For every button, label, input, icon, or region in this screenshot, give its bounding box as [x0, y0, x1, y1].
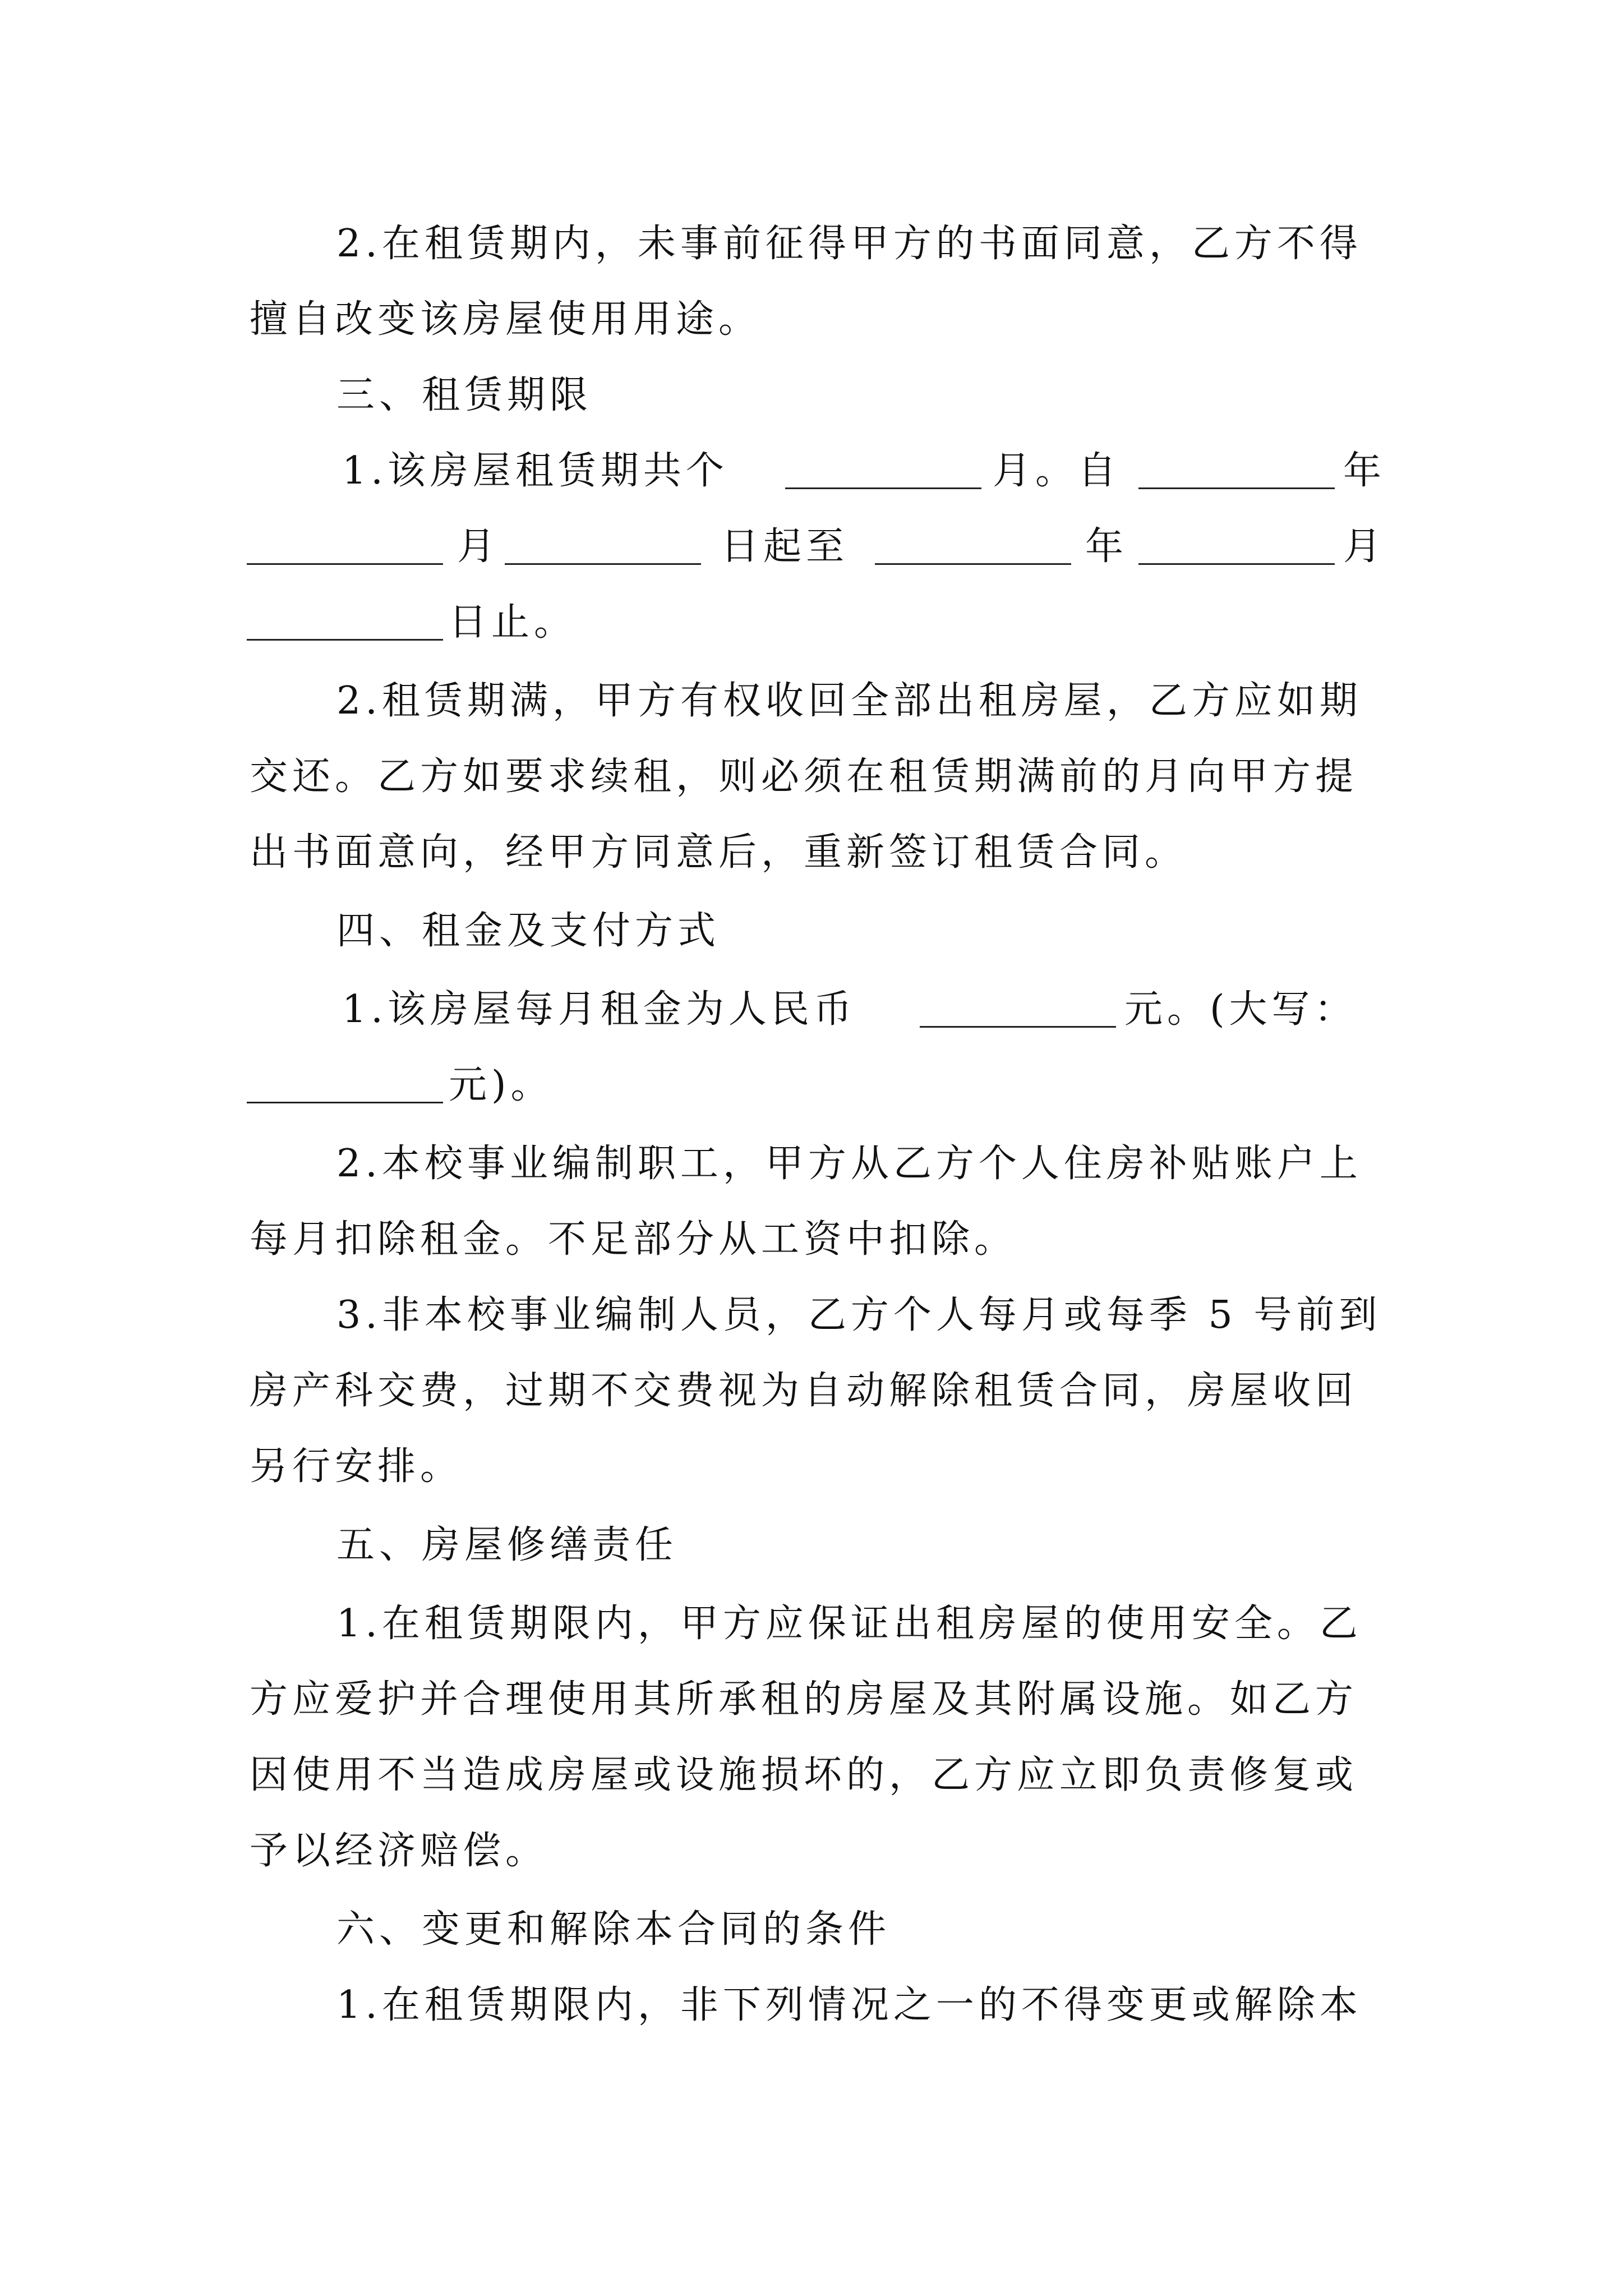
fill-in-blank[interactable]: [247, 1102, 443, 1103]
fill-in-blank[interactable]: [1138, 487, 1335, 489]
paragraph-text: 2.本校事业编制职工，甲方从乙方个人住房补贴账户上: [336, 1142, 1362, 1186]
heading-text: 三、租赁期限: [336, 373, 593, 417]
heading-text: 四、租金及支付方式: [336, 909, 721, 953]
paragraph-text: 因使用不当造成房屋或设施损坏的，乙方应立即负责修复或: [250, 1753, 1358, 1797]
section-heading: [0, 900, 1623, 962]
text-line: [0, 1745, 1623, 1806]
text-line: [0, 1055, 1623, 1116]
text-line: [0, 213, 1623, 275]
text-line: [0, 979, 1623, 1041]
paragraph-text: 2.在租赁期内，未事前征得甲方的书面同意，乙方不得: [336, 222, 1362, 266]
fill-in-blank[interactable]: [247, 563, 443, 565]
paragraph-text: 1.在租赁期限内，甲方应保证出租房屋的使用安全。乙: [336, 1602, 1362, 1646]
text-line: [0, 822, 1623, 884]
text-line: [0, 516, 1623, 578]
fill-in-blank[interactable]: [1138, 563, 1335, 565]
text-line: [0, 746, 1623, 808]
paragraph-text: 元。(大写：: [1124, 987, 1357, 1032]
heading-text: 五、房屋修缮责任: [336, 1523, 678, 1567]
paragraph-text: 年: [1085, 524, 1128, 569]
paragraph-text: 房产科交费，过期不交费视为自动解除租赁合同，房屋收回: [250, 1369, 1358, 1413]
text-line: [0, 289, 1623, 351]
text-line: [0, 1133, 1623, 1195]
paragraph-text: 另行安排。: [250, 1444, 463, 1489]
text-line: [0, 1360, 1623, 1422]
paragraph-text: 交还。乙方如要求续租，则必须在租赁期满前的月向甲方提: [250, 754, 1358, 799]
paragraph-text: 年: [1343, 449, 1386, 493]
paragraph-text: 元)。: [449, 1063, 554, 1107]
fill-in-blank[interactable]: [247, 639, 443, 641]
fill-in-blank[interactable]: [785, 487, 981, 489]
paragraph-text: 月: [1343, 524, 1386, 569]
paragraph-text: 2.租赁期满，甲方有权收回全部出租房屋，乙方应如期: [336, 679, 1362, 723]
paragraph-text: 日止。: [449, 600, 577, 645]
paragraph-text: 3.非本校事业编制人员，乙方个人每月或每季 5 号前到: [336, 1293, 1382, 1337]
text-line: [0, 1209, 1623, 1271]
paragraph-text: 出书面意向，经甲方同意后，重新签订租赁合同。: [250, 830, 1188, 875]
text-line: [0, 440, 1623, 502]
paragraph-text: 1.该房屋每月租金为人民币: [342, 987, 856, 1032]
paragraph-text: 予以经济赔偿。: [250, 1829, 548, 1873]
paragraph-text: 日起至: [721, 524, 849, 569]
fill-in-blank[interactable]: [505, 563, 701, 565]
heading-text: 六、变更和解除本合同的条件: [336, 1907, 891, 1952]
text-line: [0, 670, 1623, 732]
fill-in-blank[interactable]: [920, 1026, 1116, 1028]
paragraph-text: 1.在租赁期限内，非下列情况之一的不得变更或解除本: [336, 1983, 1362, 2027]
paragraph-text: 月: [457, 524, 500, 569]
section-heading: [0, 1515, 1623, 1576]
text-line: [0, 592, 1623, 654]
paragraph-text: 月。自: [993, 449, 1121, 493]
text-line: [0, 1820, 1623, 1882]
section-heading: [0, 1899, 1623, 1961]
text-line: [0, 1975, 1623, 2036]
text-line: [0, 1285, 1623, 1346]
paragraph-text: 每月扣除租金。不足部分从工资中扣除。: [250, 1217, 1017, 1262]
paragraph-text: 1.该房屋租赁期共个: [342, 449, 728, 493]
paragraph-text: 擅自改变该房屋使用用途。: [250, 297, 762, 342]
fill-in-blank[interactable]: [875, 563, 1071, 565]
paragraph-text: 方应爱护并合理使用其所承租的房屋及其附属设施。如乙方: [250, 1677, 1358, 1722]
text-line: [0, 1593, 1623, 1655]
text-line: [0, 1436, 1623, 1498]
text-line: [0, 1669, 1623, 1731]
section-heading: [0, 365, 1623, 426]
